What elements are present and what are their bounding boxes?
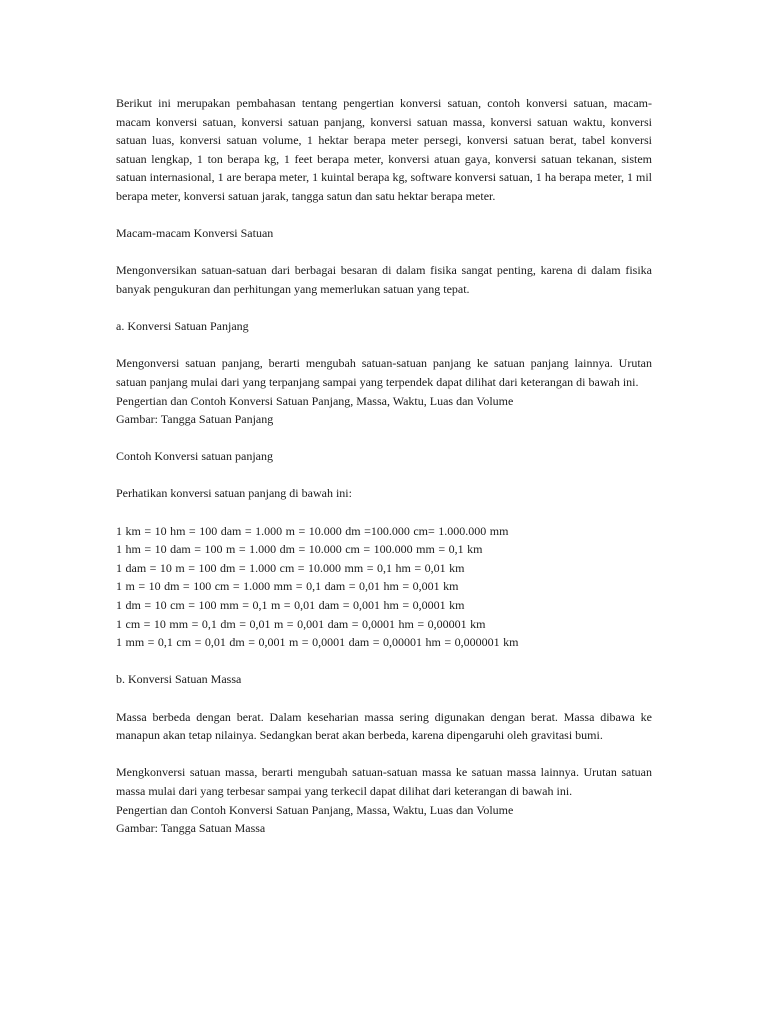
image-caption: Gambar: Tangga Satuan Panjang xyxy=(116,412,274,427)
heading-contoh-panjang: Contoh Konversi satuan panjang xyxy=(116,449,273,464)
heading-konversi-panjang: a. Konversi Satuan Panjang xyxy=(116,319,249,334)
heading-macam-macam: Macam-macam Konversi Satuan xyxy=(116,226,274,241)
image-caption-title: Pengertian dan Contoh Konversi Satuan Panjang, Massa, Waktu, Luas dan Volume xyxy=(116,802,514,817)
conversion-line-km: 1 km = 10 hm = 100 dam = 1.000 m = 10.000 dm =100.000 cm= 1.000.000 mm xyxy=(116,523,509,538)
conversion-line-cm: 1 cm = 10 mm = 0,1 dm = 0,01 m = 0,001 dam = 0,0001 hm = 0,00001 km xyxy=(116,616,486,631)
conversion-line-mm: 1 mm = 0,1 cm = 0,01 dm = 0,001 m = 0,0001 dam = 0,00001 hm = 0,000001 km xyxy=(116,635,519,650)
section-b-block xyxy=(116,763,652,837)
paragraph-massa-berat: Massa berbeda dengan berat. Dalam keseharian massa sering digunakan dengan berat. Massa dibawa ke manapun akan tetap nilainya. Sedangkan berat akan berbeda, karena dipengaruhi oleh gravitasi bumi. xyxy=(116,709,652,743)
section-a-block xyxy=(116,354,652,428)
conversion-line-dam: 1 dam = 10 m = 100 dm = 1.000 cm = 10.000 mm = 0,1 hm = 0,01 km xyxy=(116,560,465,575)
paragraph-konversi-panjang: Mengonversi satuan panjang, berarti mengubah satuan-satuan panjang ke satuan panjang lainnya. Urutan satuan panjang mulai dari yang terpanjang sampai yang terpendek dapat dilihat dari keterangan di bawah ini. xyxy=(116,356,652,389)
intro-paragraph: Berikut ini merupakan pembahasan tentang pengertian konversi satuan, contoh konversi satuan, macam-macam konversi satuan, konversi satuan panjang, konversi satuan massa, konversi satuan waktu, konversi satuan luas, konversi satuan volume, 1 hektar berapa meter persegi, konversi satuan berat, tabel konversi satuan lengkap, 1 ton berapa kg, 1 feet berapa meter, konversi atuan gaya, konversi satuan tekanan, sistem satuan internasional, 1 are berapa meter, 1 kuintal berapa kg, software konversi satuan, 1 ha berapa meter, 1 mil berapa meter, konversi satuan jarak, tangga satun dan satu hektar berapa meter. xyxy=(116,96,652,203)
conversion-list xyxy=(116,522,652,652)
conversion-line-m: 1 m = 10 dm = 100 cm = 1.000 mm = 0,1 dam = 0,01 hm = 0,001 km xyxy=(116,579,459,594)
image-caption: Gambar: Tangga Satuan Massa xyxy=(116,821,266,836)
paragraph-macam-macam: Mengonversikan satuan-satuan dari berbagai besaran di dalam fisika sangat penting, karena di dalam fisika banyak pengukuran dan perhitungan yang memerlukan satuan yang tepat. xyxy=(116,263,652,296)
image-caption-title: Pengertian dan Contoh Konversi Satuan Panjang, Massa, Waktu, Luas dan Volume xyxy=(116,393,514,408)
paragraph-konversi-massa: Mengkonversi satuan massa, berarti mengubah satuan-satuan massa ke satuan massa lainnya. Urutan satuan massa mulai dari yang terbesar sampai yang terkecil dapat dilihat dari keterangan di bawah ini. xyxy=(116,765,652,798)
conversion-line-dm: 1 dm = 10 cm = 100 mm = 0,1 m = 0,01 dam = 0,001 hm = 0,0001 km xyxy=(116,598,465,613)
heading-konversi-massa: b. Konversi Satuan Massa xyxy=(116,672,242,687)
conversion-line-hm: 1 hm = 10 dam = 100 m = 1.000 dm = 10.000 cm = 100.000 mm = 0,1 km xyxy=(116,542,483,557)
paragraph-perhatikan: Perhatikan konversi satuan panjang di bawah ini: xyxy=(116,486,352,501)
